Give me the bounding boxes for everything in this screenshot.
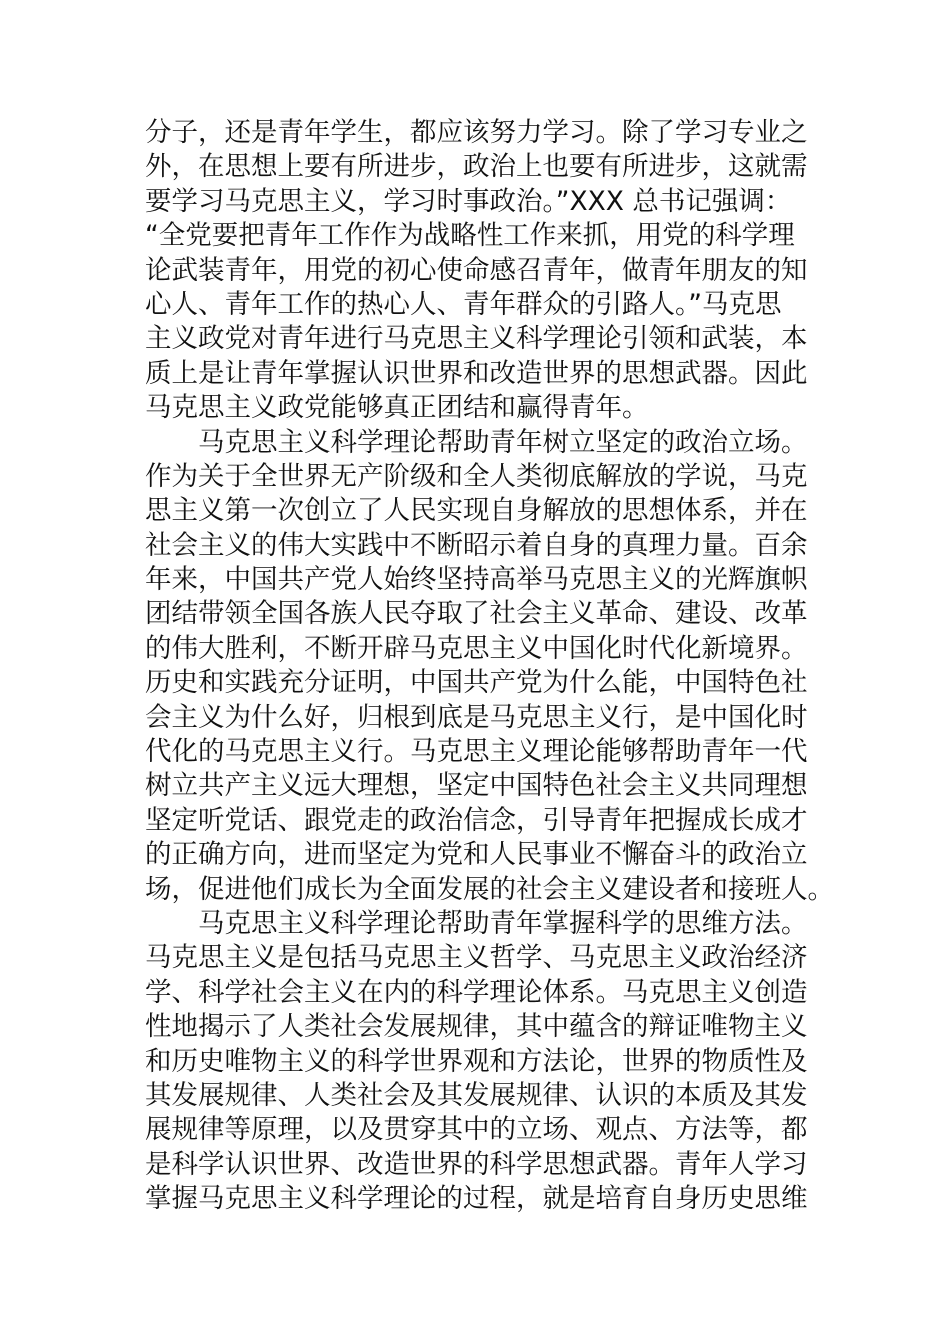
text-line: 学、科学社会主义在内的科学理论体系。马克思主义创造 (145, 976, 808, 1008)
paragraph (145, 426, 834, 907)
text-line: 其发展规律、人类社会及其发展规律、认识的本质及其发 (145, 1079, 808, 1111)
text-line: 社会主义的伟大实践中不断昭示着自身的真理力量。百余 (145, 529, 808, 561)
text-line: 性地揭示了人类社会发展规律，其中蕴含的辩证唯物主义 (145, 1011, 808, 1043)
text-line: 心人、青年工作的热心人、青年群众的引路人。”马克思 (145, 288, 782, 320)
text-line: “全党要把青年工作作为战略性工作来抓，用党的科学理 (145, 220, 795, 252)
text-line: 马克思主义科学理论帮助青年树立坚定的政治立场。 (198, 426, 808, 458)
text-line: 要学习马克思主义，学习时事政治。”XXX 总书记强调： (145, 185, 792, 217)
text-line: 坚定听党话、跟党走的政治信念，引导青年把握成长成才 (145, 804, 808, 836)
text-line: 作为关于全世界无产阶级和全人类彻底解放的学说，马克 (145, 460, 808, 492)
text-line: 质上是让青年掌握认识世界和改造世界的思想武器。因此 (145, 357, 808, 389)
text-line: 马克思主义是包括马克思主义哲学、马克思主义政治经济 (145, 942, 808, 974)
paragraph (145, 907, 807, 1217)
text-line: 和历史唯物主义的科学世界观和方法论，世界的物质性及 (145, 1045, 808, 1077)
text-line: 的伟大胜利，不断开辟马克思主义中国化时代化新境界。 (145, 632, 808, 664)
text-line: 马克思主义政党能够真正团结和赢得青年。 (145, 392, 649, 424)
text-line: 团结带领全国各族人民夺取了社会主义革命、建设、改革 (145, 598, 808, 630)
text-line: 历史和实践充分证明，中国共产党为什么能，中国特色社 (145, 667, 808, 699)
text-line: 主义政党对青年进行马克思主义科学理论引领和武装，本 (145, 323, 808, 355)
body-text (145, 116, 834, 1217)
text-line: 的正确方向，进而坚定为党和人民事业不懈奋斗的政治立 (145, 839, 808, 871)
text-line: 论武装青年，用党的初心使命感召青年，做青年朋友的知 (145, 254, 808, 286)
text-line: 马克思主义科学理论帮助青年掌握科学的思维方法。 (198, 907, 808, 939)
text-line: 分子，还是青年学生，都应该努力学习。除了学习专业之 (145, 117, 808, 148)
text-line: 树立共产主义远大理想，坚定中国特色社会主义共同理想 (145, 770, 808, 802)
text-line: 外，在思想上要有所进步，政治上也要有所进步，这就需 (145, 151, 808, 183)
text-line: 思主义第一次创立了人民实现自身解放的思想体系，并在 (145, 495, 808, 527)
text-line: 场，促进他们成长为全面发展的社会主义建设者和接班人。 (145, 873, 834, 905)
text-line: 掌握马克思主义科学理论的过程，就是培育自身历史思维 (145, 1183, 808, 1215)
text-line: 会主义为什么好，归根到底是马克思主义行，是中国化时 (145, 701, 808, 733)
text-line: 展规律等原理，以及贯穿其中的立场、观点、方法等，都 (145, 1114, 808, 1146)
text-line: 年来，中国共产党人始终坚持高举马克思主义的光辉旗帜 (145, 564, 808, 596)
text-line: 是科学认识世界、改造世界的科学思想武器。青年人学习 (145, 1148, 808, 1180)
paragraph (145, 116, 807, 426)
text-line: 代化的马克思主义行。马克思主义理论能够帮助青年一代 (145, 736, 808, 768)
